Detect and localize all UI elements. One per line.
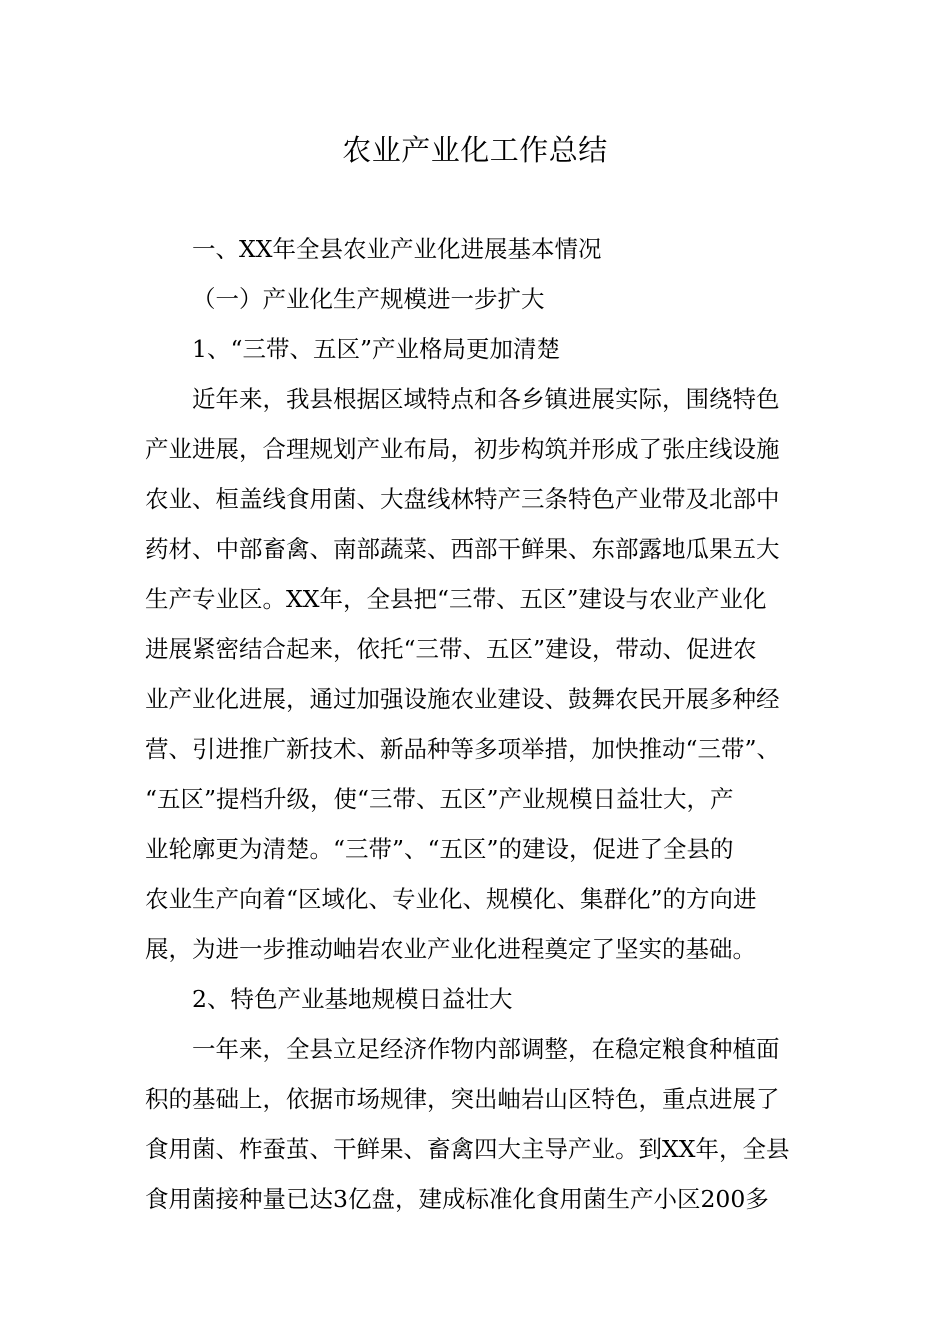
subsection-heading: （一）产业化生产规模进一步扩大: [192, 285, 545, 313]
paragraph-line: 积的基础上，依据市场规律，突出岫岩山区特色，重点进展了: [145, 1085, 780, 1113]
paragraph-line: 食用菌、柞蚕茧、干鲜果、畜禽四大主导产业。到XX年，全县: [145, 1135, 790, 1163]
paragraph-line: 产业进展，合理规划产业布局，初步构筑并形成了张庄线设施: [145, 435, 780, 463]
section-heading: 一、XX年全县农业产业化进展基本情况: [192, 235, 602, 263]
paragraph-line: 进展紧密结合起来，依托“三带、五区”建设，带动、促进农: [145, 635, 757, 663]
paragraph-line: 营、引进推广新技术、新品种等多项举措，加快推动“三带”、: [145, 735, 781, 763]
item-heading: 1、“三带、五区”产业格局更加清楚: [192, 335, 560, 363]
paragraph-line: “五区”提档升级，使“三带、五区”产业规模日益壮大，产: [145, 785, 734, 813]
paragraph-line: 近年来，我县根据区域特点和各乡镇进展实际，围绕特色: [192, 385, 780, 413]
paragraph-line: 农业生产向着“区域化、专业化、规模化、集群化”的方向进: [145, 885, 757, 913]
paragraph-line: 食用菌接种量已达3亿盘，建成标准化食用菌生产小区200多: [145, 1185, 769, 1213]
document-title: 农业产业化工作总结: [342, 133, 608, 167]
paragraph-line: 展，为进一步推动岫岩农业产业化进程奠定了坚实的基础。: [145, 935, 756, 963]
paragraph-line: 业产业化进展，通过加强设施农业建设、鼓舞农民开展多种经: [145, 685, 780, 713]
paragraph-line: 生产专业区。XX年，全县把“三带、五区”建设与农业产业化: [145, 585, 767, 613]
paragraph-line: 药材、中部畜禽、南部蔬菜、西部干鲜果、东部露地瓜果五大: [145, 535, 780, 563]
paragraph-line: 业轮廓更为清楚。“三带”、“五区”的建设，促进了全县的: [145, 835, 734, 863]
paragraph-line: 一年来，全县立足经济作物内部调整，在稳定粮食种植面: [192, 1035, 780, 1063]
item-heading: 2、特色产业基地规模日益壮大: [192, 985, 513, 1013]
paragraph-line: 农业、桓盖线食用菌、大盘线林特产三条特色产业带及北部中: [145, 485, 780, 513]
